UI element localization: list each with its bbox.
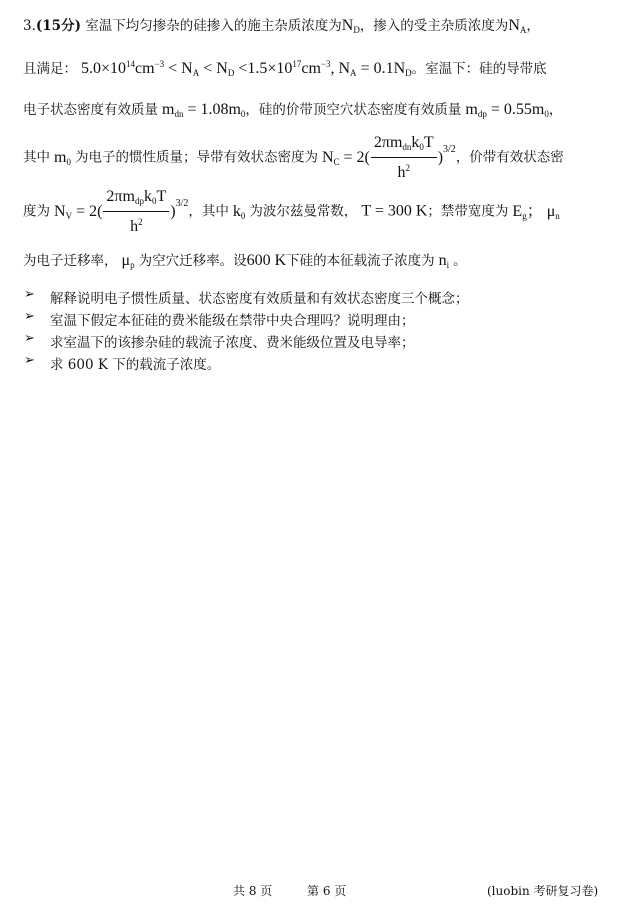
footer-current-page: 第 6 页 [307, 884, 347, 898]
formula-k0: $k_0$ [228, 202, 246, 221]
list-item: 解释说明电子惯性质量、状态密度有效质量和有效状态密度三个概念； [50, 291, 469, 307]
arrowhead-bullet-icon: ➢ [24, 353, 35, 368]
question-text: 为空穴迁移率。设 [138, 253, 247, 269]
question-text: 为电子的惯性质量；导带有效状态密度为 [74, 149, 318, 166]
question-line-6 [23, 249, 607, 270]
question-text: ，掺入的受主杂质浓度为 [359, 18, 509, 34]
question-line-4 [23, 134, 607, 182]
question-line-2 [23, 57, 607, 78]
formula-mdn: $m_{dn} = 1.08m_0$ [158, 101, 246, 119]
question-line-3: 电子状态密度有效质量 $m_{dn} = 1.08m_0$，硅的价带顶空穴状态密度有效质量 $m_{dp} = 0.55m_0$， [23, 101, 563, 119]
question-line-1: 3.(15分) 室温下均匀掺杂的硅掺入的施主杂质浓度为$N_D$，掺入的受主杂质浓度为$N_A$， [23, 17, 540, 35]
formula-eg: $E_g$； $\mu_n$ [508, 202, 560, 221]
question-text: 其中 [23, 149, 50, 166]
question-text: ，其中 [188, 203, 229, 220]
question-text: 为波尔兹曼常数， [249, 203, 358, 220]
question-number: 3. [23, 18, 36, 34]
formula-m0: $m_0$ [50, 148, 71, 167]
formula-temperature: T = 300 K [357, 202, 428, 220]
list-item: 求室温下的该掺杂硅的载流子浓度、费米能级位置及电导率； [50, 335, 415, 351]
formula-doping-range: $5.0\times 10^{14}cm^{-3} < N_A < N_D <1.5\times 10^{17}cm^{-3}$, $N_A = 0.1N_D$ [77, 59, 412, 78]
question-text: 电子状态密度有效质量 [23, 102, 158, 118]
question-text: ；禁带宽度为 [427, 203, 509, 220]
arrowhead-bullet-icon: ➢ [24, 331, 35, 346]
formula-na: $N_A$ [508, 17, 527, 35]
formula-600k: 600 K [246, 252, 287, 269]
footer-total-pages: 共 8 页 [233, 884, 273, 898]
question-text: 。室温下：硅的导带底 [411, 61, 547, 77]
question-text: 且满足： [23, 61, 77, 77]
arrowhead-bullet-icon: ➢ [24, 309, 35, 324]
list-item: 室温下假定本征硅的费米能级在禁带中央合理吗？说明理由； [50, 313, 415, 329]
question-text: 室温下均匀掺杂的硅掺入的施主杂质浓度为 [85, 18, 342, 34]
formula-ni: $n_i$ [434, 252, 450, 270]
list-item: 求 600 K 下的载流子浓度。 [50, 357, 221, 373]
formula-nv: $N_V = 2$( $\frac{2\pi m_{dp}k_0T}{h^2}$ )$^{3/2}$ [50, 188, 189, 235]
footer-source: (luobin 考研复习卷) [487, 884, 599, 898]
formula-mdp: $m_{dp} = 0.55m_0$ [461, 101, 549, 119]
formula-mup: $\mu_p$ [117, 252, 135, 270]
question-line-5 [23, 188, 607, 236]
question-text: ，硅的价带顶空穴状态密度有效质量 [245, 102, 462, 118]
question-text: ，价带有效状态密 [455, 149, 564, 166]
question-score: (15分) [35, 18, 81, 34]
question-text: 为电子迁移率， [23, 253, 118, 269]
question-text: 度为 [23, 203, 50, 220]
formula-nc: $N_C = 2$( $\frac{2\pi m_{dn}k_0T}{h^2}$ )$^{3/2}$ [317, 134, 456, 181]
arrowhead-bullet-icon: ➢ [24, 287, 35, 302]
question-text: 。 [453, 253, 467, 269]
question-text: 下硅的本征载流子浓度为 [286, 253, 435, 269]
formula-nd: $N_D$ [341, 17, 360, 35]
